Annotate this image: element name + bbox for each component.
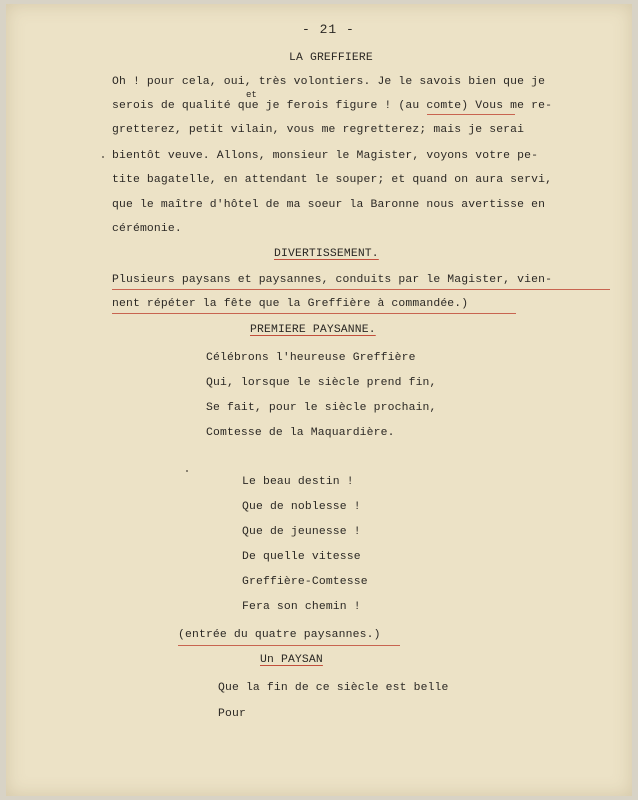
red-underline-stage [112,289,610,290]
speech-line: cérémonie. [112,223,182,235]
verse-line: De quelle vitesse [242,551,361,563]
stage-direction-line: nent répéter la fête que la Greffière à commandée.) [112,298,469,310]
speech-line: tite bagatelle, en attendant le souper; et quand on aura servi, [112,174,553,186]
speech-line: que le maître d'hôtel de ma soeur la Baronne nous avertisse en [112,199,546,211]
speech-line: bientôt veuve. Allons, monsieur le Magister, voyons votre pe- [112,150,539,162]
verse-line: Greffière-Comtesse [242,576,368,588]
verse-line: Pour [218,708,246,720]
speaker-heading-la-greffiere: LA GREFFIERE [289,52,373,64]
heading-premiere-paysanne: PREMIERE PAYSANNE. [250,324,376,336]
paper-speck [186,470,188,472]
verse-line: Que de noblesse ! [242,501,361,513]
stage-direction-line: Plusieurs paysans et paysannes, conduits par le Magister, vien- [112,274,553,286]
stage-direction-entree: (entrée du quatre paysannes.) [178,629,381,641]
verse-line: Fera son chemin ! [242,601,361,613]
red-underline-entree [178,645,400,646]
speech-line: gretterez, petit vilain, vous me regretterez; mais je serai [112,124,525,136]
paper-speck [102,156,104,158]
verse-line: Qui, lorsque le siècle prend fin, [206,377,437,389]
verse-line: Comtesse de la Maquardière. [206,427,395,439]
heading-divertissement: DIVERTISSEMENT. [274,248,379,260]
red-underline-au-comte [427,114,515,115]
heading-un-paysan: Un PAYSAN [260,654,323,666]
verse-line: Célébrons l'heureuse Greffière [206,352,416,364]
page-number: - 21 - [302,22,355,37]
handwritten-insertion-et: et [246,90,257,100]
speech-line: serois de qualité que je ferois figure ! (au comte) Vous me re- [112,100,553,112]
document-page [6,4,632,796]
verse-line: Se fait, pour le siècle prochain, [206,402,437,414]
verse-line: Le beau destin ! [242,476,354,488]
verse-line: Que la fin de ce siècle est belle [218,682,449,694]
red-underline-stage [112,313,516,314]
verse-line: Que de jeunesse ! [242,526,361,538]
speech-line: Oh ! pour cela, oui, très volontiers. Je le savois bien que je [112,76,546,88]
